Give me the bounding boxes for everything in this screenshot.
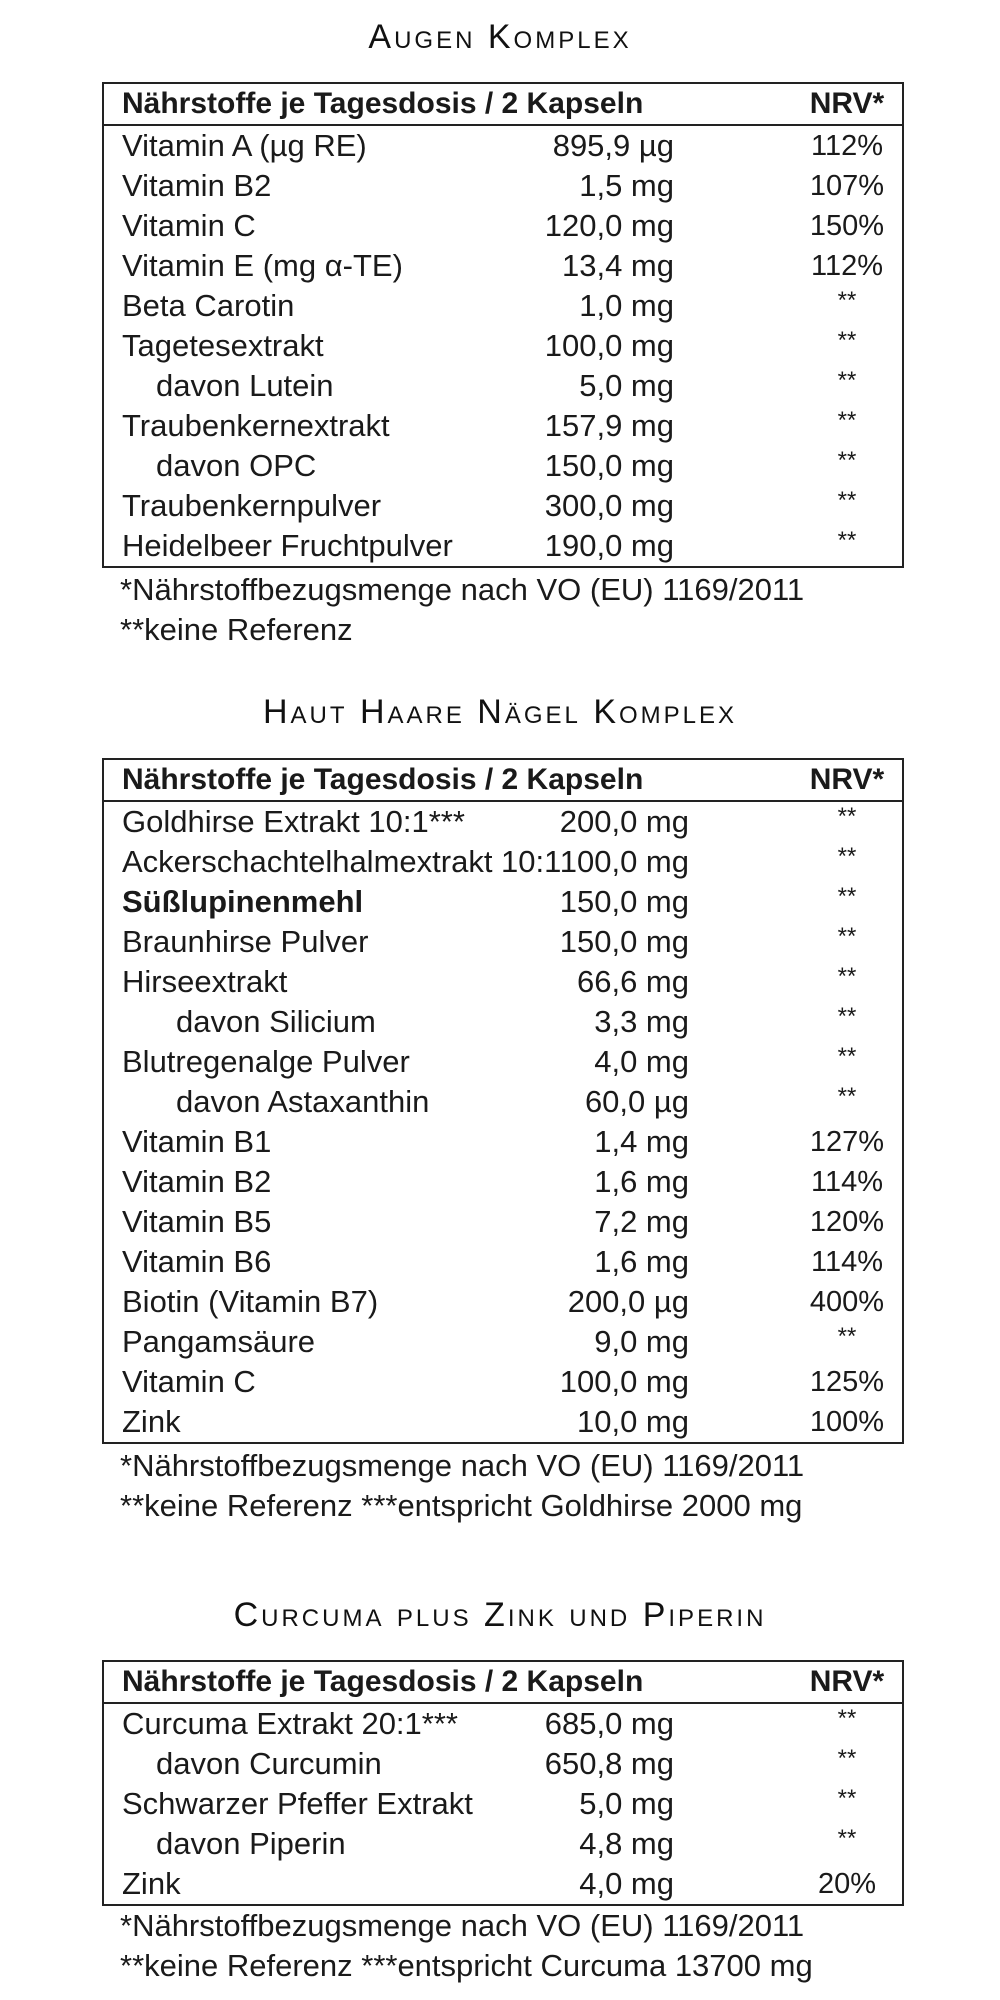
table-row	[104, 1824, 902, 1864]
nutrient-amount: 4,0 mg	[579, 1866, 674, 1901]
nutrient-amount: 10,0 mg	[576, 1404, 689, 1439]
table-row	[104, 1362, 902, 1402]
nutrient-amount: 4,8 mg	[579, 1826, 674, 1861]
nutrient-amount: 1,6 mg	[594, 1244, 689, 1279]
nutrient-name: Vitamin B2	[122, 168, 272, 203]
table-row	[104, 166, 902, 206]
nutrient-nrv: **	[837, 327, 857, 354]
nutrient-name: Zink	[122, 1404, 181, 1439]
nutrient-nrv: **	[837, 1705, 857, 1732]
nutrient-name: Vitamin B5	[122, 1204, 272, 1239]
nutrient-table-augen	[102, 82, 904, 568]
table-row	[104, 922, 902, 962]
nutrient-amount: 4,0 mg	[594, 1044, 689, 1079]
table-row	[104, 1704, 902, 1744]
footnote-reference: **keine Referenz	[120, 612, 353, 647]
nutrient-name: Vitamin C	[122, 1364, 256, 1399]
nutrient-nrv: 125%	[809, 1366, 885, 1398]
nutrient-nrv: **	[837, 1825, 857, 1852]
table-row	[104, 1122, 902, 1162]
nutrient-nrv: **	[837, 843, 857, 870]
nutrient-amount: 150,0 mg	[559, 884, 689, 919]
table-row	[104, 1082, 902, 1122]
nutrient-name: Hirseextrakt	[122, 964, 288, 999]
nutrient-nrv: **	[837, 1745, 857, 1772]
table-row	[104, 126, 902, 166]
nutrient-nrv: 114%	[810, 1246, 884, 1278]
nutrient-nrv: **	[837, 883, 857, 910]
nutrient-nrv: **	[837, 923, 857, 950]
nutrient-amount: 200,0 µg	[567, 1284, 689, 1319]
table-row	[104, 206, 902, 246]
nutrient-name: Süßlupinenmehl	[122, 884, 364, 919]
nutrient-table-curcuma	[102, 1660, 904, 1906]
nutrient-amount: 3,3 mg	[594, 1004, 689, 1039]
nutrient-amount: 100,0 mg	[544, 328, 674, 363]
nutrient-name: davon Lutein	[156, 368, 334, 403]
nutrient-nrv: 112%	[810, 250, 884, 282]
nutrient-name: davon Silicium	[176, 1004, 376, 1039]
table-row	[104, 1744, 902, 1784]
nutrient-name: Beta Carotin	[122, 288, 295, 323]
nutrient-amount: 100,0 mg	[559, 1364, 689, 1399]
nutrient-nrv: 20%	[817, 1868, 877, 1900]
nutrient-amount: 200,0 mg	[559, 804, 689, 839]
nutrient-amount: 150,0 mg	[544, 448, 674, 483]
table-row	[104, 1322, 902, 1362]
nutrient-amount: 300,0 mg	[544, 488, 674, 523]
nutrient-name: Vitamin E (mg α-TE)	[122, 248, 403, 283]
nutrient-nrv: **	[837, 447, 857, 474]
table-row	[104, 366, 902, 406]
nutrient-name: Zink	[122, 1866, 181, 1901]
nutrient-amount: 150,0 mg	[559, 924, 689, 959]
nutrient-name: Braunhirse Pulver	[122, 924, 369, 959]
header-nrv-label: NRV*	[809, 763, 885, 796]
table-header	[104, 84, 902, 126]
nutrient-name: Blutregenalge Pulver	[122, 1044, 410, 1079]
table-row	[104, 1784, 902, 1824]
section-title-haut-haare-naegel: Haut Haare Nägel Komplex	[262, 693, 738, 731]
nutrient-name: Curcuma Extrakt 20:1***	[122, 1706, 458, 1741]
header-nutrients-label: Nährstoffe je Tagesdosis / 2 Kapseln	[122, 1665, 644, 1698]
nutrient-name: davon Curcumin	[156, 1746, 382, 1781]
table-row	[104, 1282, 902, 1322]
nutrient-nrv: 400%	[809, 1286, 885, 1318]
table-row	[104, 1162, 902, 1202]
section-title-curcuma: Curcuma plus Zink und Piperin	[233, 1596, 767, 1634]
nutrient-nrv: 127%	[809, 1126, 885, 1158]
section-title-augen: Augen Komplex	[368, 18, 632, 56]
nutrient-amount: 190,0 mg	[544, 528, 674, 563]
nutrient-name: Vitamin B2	[122, 1164, 272, 1199]
nutrient-nrv: **	[837, 527, 857, 554]
table-header	[104, 760, 902, 802]
table-row	[104, 1402, 902, 1442]
nutrient-name: Vitamin A (µg RE)	[122, 128, 367, 163]
footnote-nrv: *Nährstoffbezugsmenge nach VO (EU) 1169/2011	[120, 572, 805, 607]
nutrient-name: Heidelbeer Fruchtpulver	[122, 528, 453, 563]
nutrient-amount: 685,0 mg	[544, 1706, 674, 1741]
nutrient-nrv: **	[837, 803, 857, 830]
nutrient-nrv: 112%	[810, 130, 884, 162]
footnote-reference: **keine Referenz ***entspricht Goldhirse 2000 mg	[120, 1488, 803, 1523]
nutrient-amount: 66,6 mg	[576, 964, 689, 999]
nutrient-amount: 1,5 mg	[579, 168, 674, 203]
header-nrv-label: NRV*	[809, 87, 885, 120]
table-row	[104, 486, 902, 526]
header-nutrients-label: Nährstoffe je Tagesdosis / 2 Kapseln	[122, 763, 644, 796]
table-row	[104, 1202, 902, 1242]
nutrient-nrv: **	[837, 407, 857, 434]
table-row	[104, 842, 902, 882]
nutrient-nrv: **	[837, 1323, 857, 1350]
nutrient-nrv: 150%	[809, 210, 885, 242]
nutrient-amount: 7,2 mg	[594, 1204, 689, 1239]
table-header	[104, 1662, 902, 1704]
table-row	[104, 406, 902, 446]
nutrient-nrv: **	[837, 1785, 857, 1812]
nutrient-name: Goldhirse Extrakt 10:1***	[122, 804, 465, 839]
nutrient-amount: 5,0 mg	[579, 368, 674, 403]
nutrient-name: Ackerschachtelhalmextrakt 10:1	[122, 844, 562, 879]
nutrient-nrv: **	[837, 1083, 857, 1110]
nutrient-amount: 120,0 mg	[544, 208, 674, 243]
nutrient-amount: 1,4 mg	[594, 1124, 689, 1159]
table-row	[104, 526, 902, 566]
header-nutrients-label: Nährstoffe je Tagesdosis / 2 Kapseln	[122, 87, 644, 120]
nutrient-amount: 650,8 mg	[544, 1746, 674, 1781]
table-row	[104, 246, 902, 286]
footnote-reference: **keine Referenz ***entspricht Curcuma 13700 mg	[120, 1948, 813, 1983]
nutrient-amount: 60,0 µg	[584, 1084, 689, 1119]
nutrient-nrv: 107%	[809, 170, 885, 202]
nutrient-amount: 100,0 mg	[559, 844, 689, 879]
nutrient-amount: 13,4 mg	[561, 248, 674, 283]
nutrient-amount: 895,9 µg	[552, 128, 674, 163]
table-row	[104, 1002, 902, 1042]
nutrient-name: davon Astaxanthin	[176, 1084, 430, 1119]
nutrient-amount: 157,9 mg	[544, 408, 674, 443]
table-row	[104, 802, 902, 842]
nutrient-name: davon OPC	[156, 448, 317, 483]
nutrient-nrv: 114%	[810, 1166, 884, 1198]
nutrient-name: Vitamin C	[122, 208, 256, 243]
nutrient-nrv: **	[837, 963, 857, 990]
nutrient-nrv: **	[837, 1003, 857, 1030]
nutrient-table-haut-haare-naegel	[102, 758, 904, 1444]
table-row	[104, 446, 902, 486]
nutrient-name: Pangamsäure	[122, 1324, 316, 1359]
nutrient-amount: 1,0 mg	[579, 288, 674, 323]
table-row	[104, 882, 902, 922]
nutrient-name: Tagetesextrakt	[122, 328, 324, 363]
footnote-nrv: *Nährstoffbezugsmenge nach VO (EU) 1169/2011	[120, 1448, 805, 1483]
nutrient-nrv: 100%	[809, 1406, 885, 1438]
nutrient-nrv: **	[837, 367, 857, 394]
nutrient-amount: 9,0 mg	[594, 1324, 689, 1359]
table-row	[104, 1864, 902, 1904]
nutrient-name: Traubenkernpulver	[122, 488, 382, 523]
nutrient-name: Biotin (Vitamin B7)	[122, 1284, 379, 1319]
nutrient-name: davon Piperin	[156, 1826, 346, 1861]
nutrient-name: Traubenkernextrakt	[122, 408, 390, 443]
nutrient-name: Vitamin B1	[122, 1124, 272, 1159]
nutrient-nrv: **	[837, 1043, 857, 1070]
table-row	[104, 286, 902, 326]
nutrient-nrv: **	[837, 487, 857, 514]
header-nrv-label: NRV*	[809, 1665, 885, 1698]
nutrient-amount: 1,6 mg	[594, 1164, 689, 1199]
nutrient-nrv: 120%	[809, 1206, 885, 1238]
table-row	[104, 326, 902, 366]
nutrient-nrv: **	[837, 287, 857, 314]
table-row	[104, 962, 902, 1002]
table-row	[104, 1042, 902, 1082]
nutrient-amount: 5,0 mg	[579, 1786, 674, 1821]
table-row	[104, 1242, 902, 1282]
nutrient-name: Schwarzer Pfeffer Extrakt	[122, 1786, 473, 1821]
footnote-nrv: *Nährstoffbezugsmenge nach VO (EU) 1169/2011	[120, 1908, 805, 1943]
nutrient-name: Vitamin B6	[122, 1244, 272, 1279]
